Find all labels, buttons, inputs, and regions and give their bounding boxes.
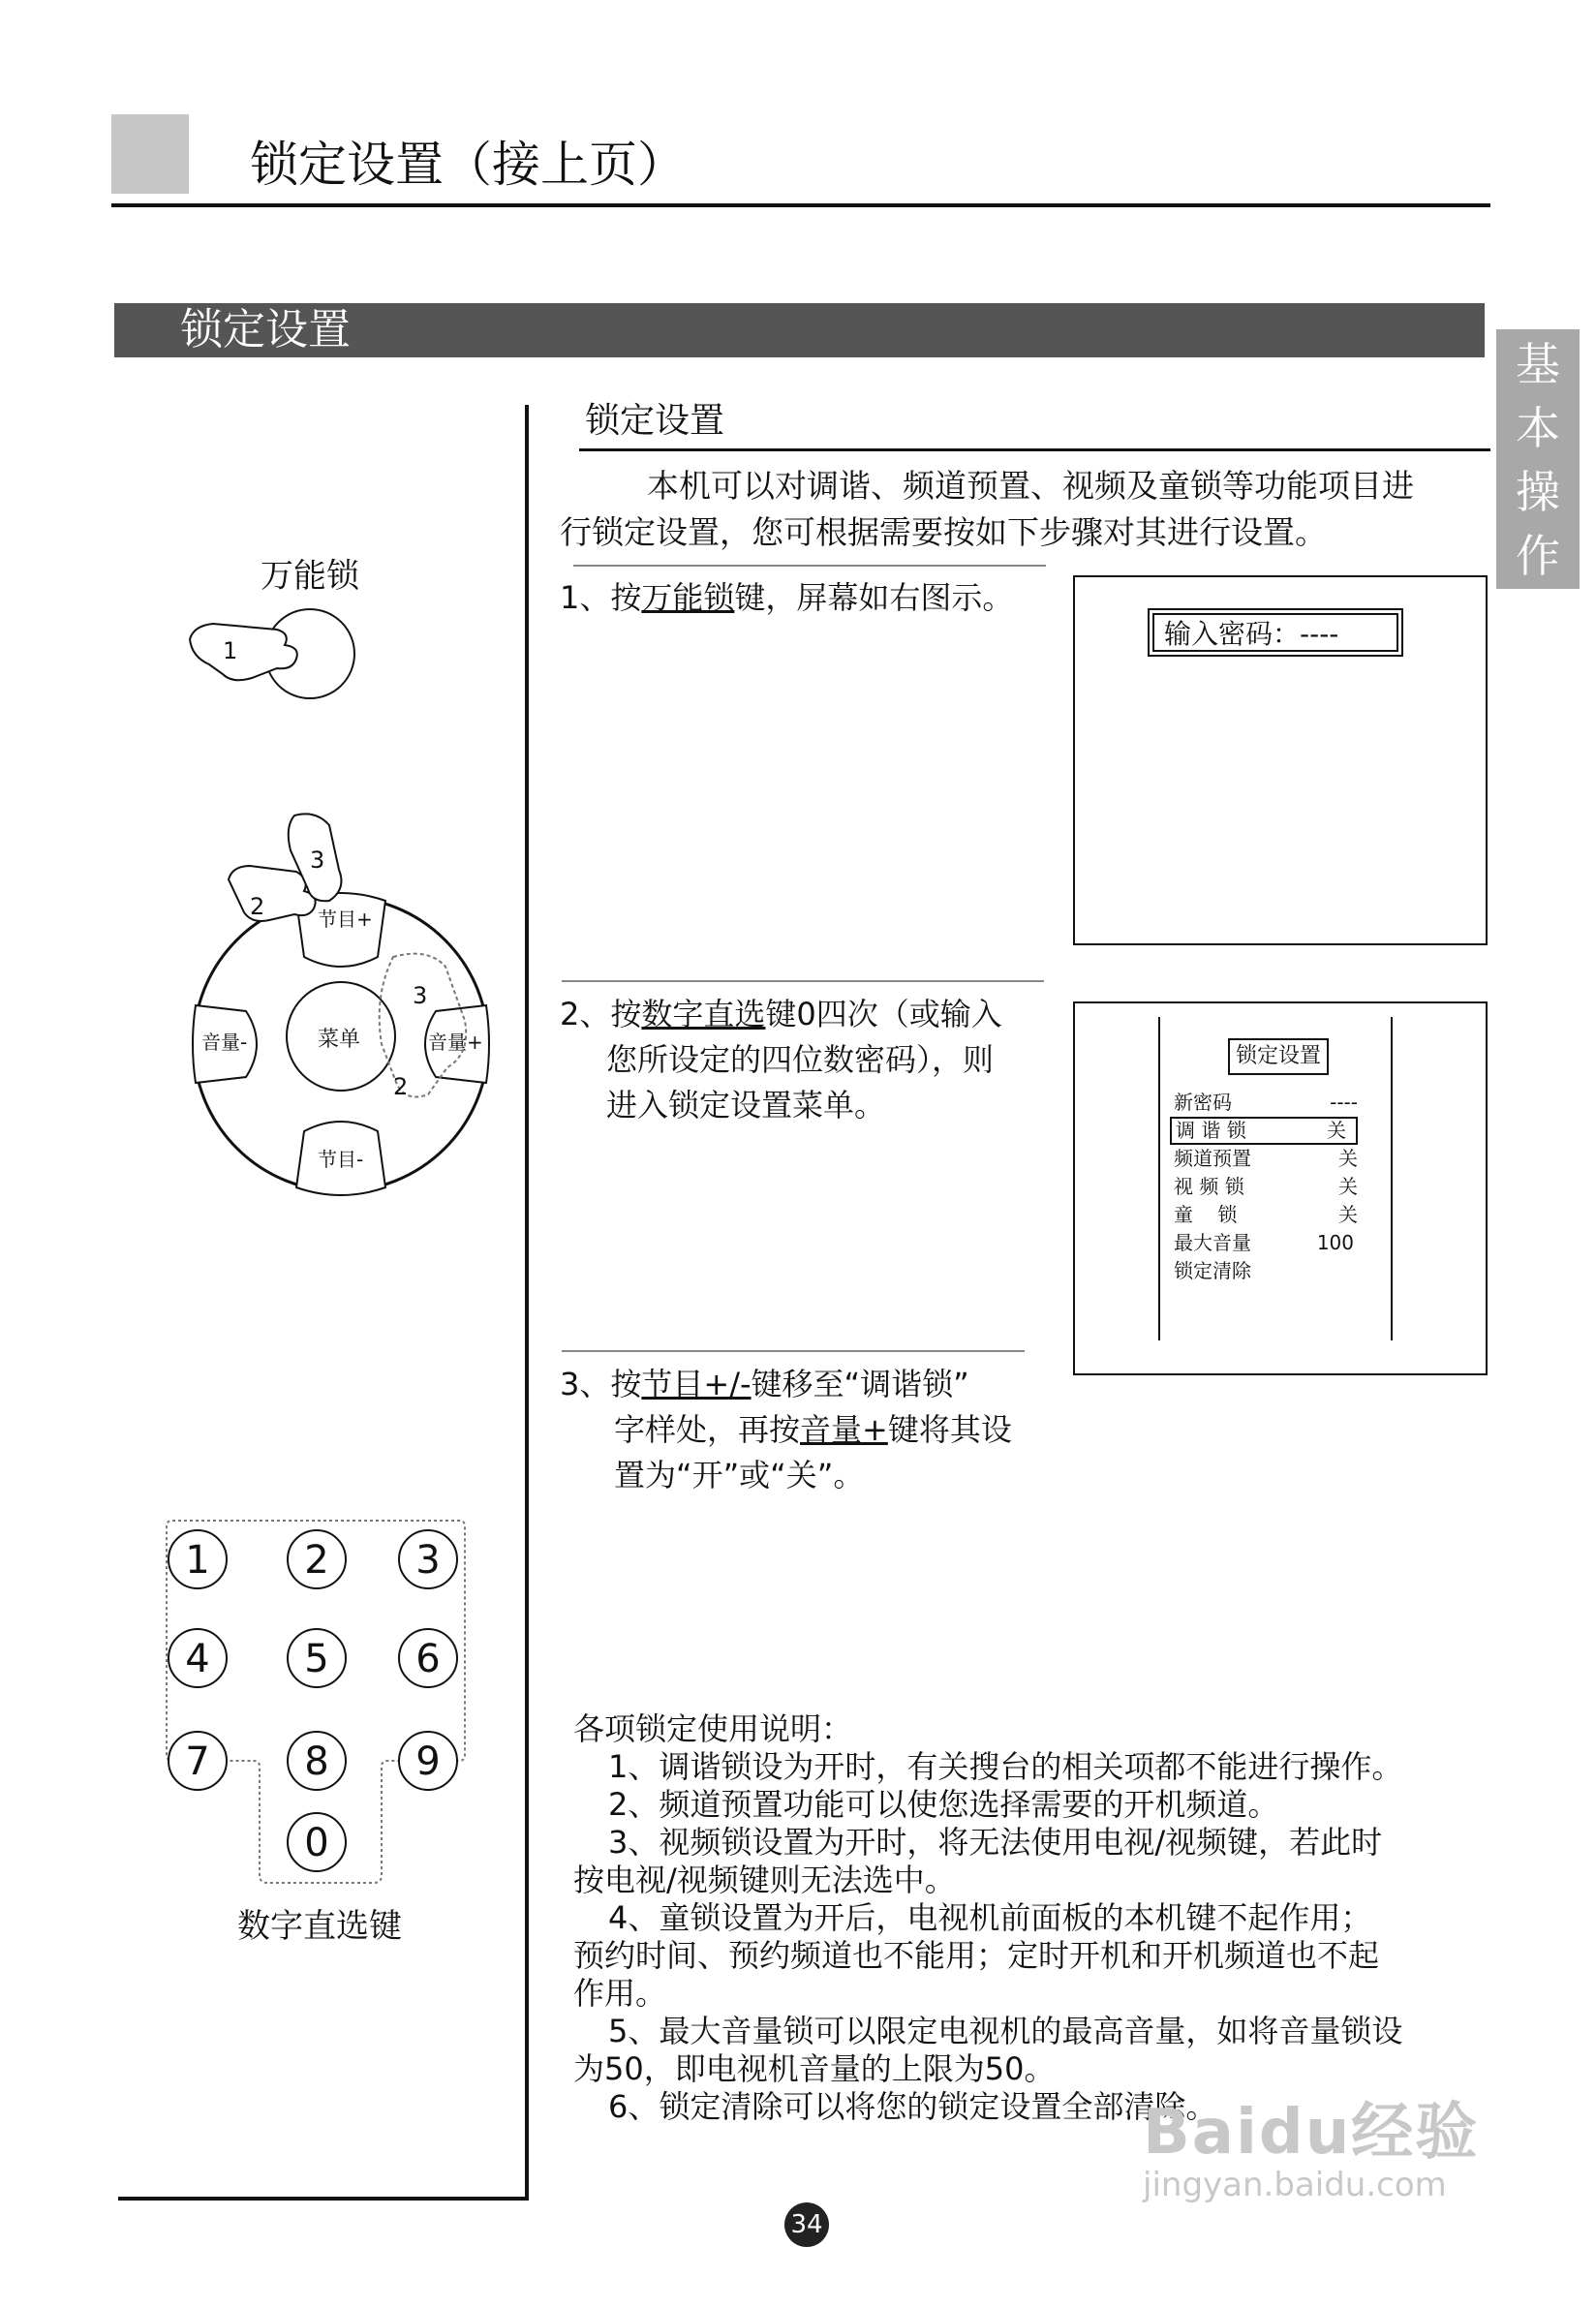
lock-menu-row[interactable] <box>1174 1173 1367 1201</box>
step-3-line: 置为“开”或“关”。 <box>614 1457 865 1493</box>
note-item: 6、锁定清除可以将您的锁定设置全部清除。 <box>608 2088 1217 2125</box>
menu-row-label: 调 谐 锁 <box>1176 1119 1246 1142</box>
step-2-prefix: 2、按 <box>560 996 642 1032</box>
pad-step-number: 3 <box>310 847 325 874</box>
prog-plus-label: 节目+ <box>318 908 373 931</box>
note-item-cont: 预约时间、预约频道也不能用；定时开机和开机频道也不起 <box>573 1937 1380 1974</box>
menu-row-label: 新密码 <box>1174 1091 1232 1114</box>
step-rule <box>562 980 1044 982</box>
num-key-label: 3 <box>415 1538 441 1583</box>
lock-menu-row[interactable] <box>1174 1145 1367 1173</box>
section-title: 锁定设置 <box>180 305 351 354</box>
bottom-rule <box>118 2197 529 2201</box>
vol-plus-label: 音量+ <box>428 1031 483 1054</box>
note-item: 1、调谐锁设为开时，有关搜台的相关项都不能进行操作。 <box>608 1748 1403 1785</box>
pad-step-number: 3 <box>413 982 428 1009</box>
step-3-suffix: 键移至“调谐锁” <box>751 1366 969 1402</box>
side-tab-char: 作 <box>1516 530 1560 582</box>
step-rule <box>573 565 1046 567</box>
lock-menu-row[interactable] <box>1174 1229 1367 1257</box>
step-2-line: 您所设定的四位数密码），则 <box>606 1041 995 1078</box>
step-2-line: 进入锁定设置菜单。 <box>606 1087 886 1124</box>
menu-button-label: 菜单 <box>318 1028 361 1052</box>
menu-row-label: 锁定清除 <box>1174 1259 1251 1282</box>
note-item: 2、频道预置功能可以使您选择需要的开机频道。 <box>608 1786 1279 1823</box>
numpad-label: 数字直选键 <box>237 1907 402 1946</box>
lock-key-label: 万能锁 <box>261 557 359 596</box>
step-2 <box>560 992 1063 1128</box>
header-gray-square <box>111 114 189 194</box>
step-1-prefix: 1、按 <box>560 579 642 616</box>
sub-heading: 锁定设置 <box>585 401 725 441</box>
page-title: 锁定设置（接上页） <box>250 137 686 193</box>
lock-step-number: 1 <box>223 637 238 664</box>
num-key-label: 2 <box>304 1538 329 1583</box>
note-item-cont: 为50，即电视机音量的上限为50。 <box>573 2050 1056 2087</box>
side-tab-char: 操 <box>1516 466 1560 518</box>
num-key-label: 4 <box>185 1637 210 1681</box>
note-item-cont: 按电视/视频键则无法选中。 <box>573 1862 956 1898</box>
num-key-label: 0 <box>304 1821 329 1865</box>
num-key-label: 9 <box>415 1739 441 1784</box>
menu-row-label: 视 频 锁 <box>1174 1175 1244 1198</box>
menu-row-label: 童 锁 <box>1174 1203 1238 1226</box>
step-1-key: 万能锁 <box>641 579 735 616</box>
note-item: 3、视频锁设置为开时，将无法使用电视/视频键，若此时 <box>608 1824 1383 1861</box>
step-3-line2-key: 音量+ <box>800 1411 888 1448</box>
menu-row-value: ---- <box>1330 1091 1358 1114</box>
step-3-key: 节目+/- <box>641 1366 752 1402</box>
menu-row-value: 100 <box>1316 1231 1354 1254</box>
pad-step-number: 2 <box>250 893 265 920</box>
step-3-line2-prefix: 字样处，再按 <box>614 1411 801 1448</box>
intro-line: 本机可以对调谐、频道预置、视频及童锁等功能项目进 <box>647 467 1414 505</box>
column-divider <box>525 405 529 2199</box>
step-2-suffix: 键0四次（或输入 <box>765 996 1002 1032</box>
side-tab <box>1496 329 1580 589</box>
numpad-illustration <box>159 1517 469 1889</box>
lock-menu-row[interactable] <box>1174 1257 1367 1285</box>
num-key-label: 6 <box>415 1637 441 1681</box>
lock-menu-row-selected[interactable] <box>1170 1117 1358 1145</box>
usage-notes <box>573 1710 1503 2126</box>
watermark-logo: Baidu经验 <box>1143 2097 1480 2169</box>
num-key-label: 8 <box>304 1739 329 1784</box>
step-3-prefix: 3、按 <box>560 1366 642 1402</box>
menu-row-value: 关 <box>1338 1175 1358 1198</box>
side-tab-char: 本 <box>1516 402 1560 454</box>
notes-heading: 各项锁定使用说明： <box>573 1710 853 1747</box>
lock-key-illustration <box>184 600 368 707</box>
password-prompt: 输入密码：---- <box>1152 613 1398 652</box>
step-3 <box>560 1362 1063 1498</box>
section-bar <box>114 303 1485 357</box>
intro-text <box>560 463 1489 556</box>
pad-step-number: 2 <box>393 1073 409 1100</box>
note-item-cont: 作用。 <box>573 1975 667 2012</box>
step-1 <box>560 575 1013 621</box>
menu-row-label: 最大音量 <box>1174 1231 1251 1254</box>
prog-minus-label: 节目- <box>318 1148 364 1171</box>
step-3-line2-suffix: 键将其设 <box>887 1411 1012 1448</box>
title-rule <box>111 203 1490 207</box>
lock-menu-list <box>1174 1089 1367 1285</box>
dpad-illustration <box>174 812 504 1199</box>
menu-row-value: 关 <box>1338 1147 1358 1170</box>
num-key-label: 1 <box>185 1538 210 1583</box>
num-key-label: 5 <box>304 1637 329 1681</box>
menu-row-label: 频道预置 <box>1174 1147 1251 1170</box>
watermark-url: jingyan.baidu.com <box>1143 2166 1447 2204</box>
lock-menu-row[interactable] <box>1174 1201 1367 1229</box>
vol-minus-label: 音量- <box>201 1031 248 1054</box>
side-tab-char: 基 <box>1516 338 1560 390</box>
step-2-key: 数字直选 <box>641 996 766 1032</box>
intro-line: 行锁定设置，您可根据需要按如下步骤对其进行设置。 <box>560 513 1327 551</box>
lock-menu-title: 锁定设置 <box>1228 1038 1329 1075</box>
page-number: 34 <box>784 2202 829 2247</box>
sub-heading-rule <box>579 448 1490 451</box>
step-rule <box>562 1350 1025 1352</box>
menu-row-value: 关 <box>1338 1203 1358 1226</box>
num-key-label: 7 <box>185 1739 210 1784</box>
note-item: 5、最大音量锁可以限定电视机的最高音量，如将音量锁设 <box>608 2013 1403 2049</box>
lock-menu-row[interactable] <box>1174 1089 1367 1117</box>
note-item: 4、童锁设置为开后，电视机前面板的本机键不起作用； <box>608 1899 1372 1936</box>
menu-row-value: 关 <box>1327 1119 1346 1142</box>
step-1-suffix: 键，屏幕如右图示。 <box>734 579 1014 616</box>
